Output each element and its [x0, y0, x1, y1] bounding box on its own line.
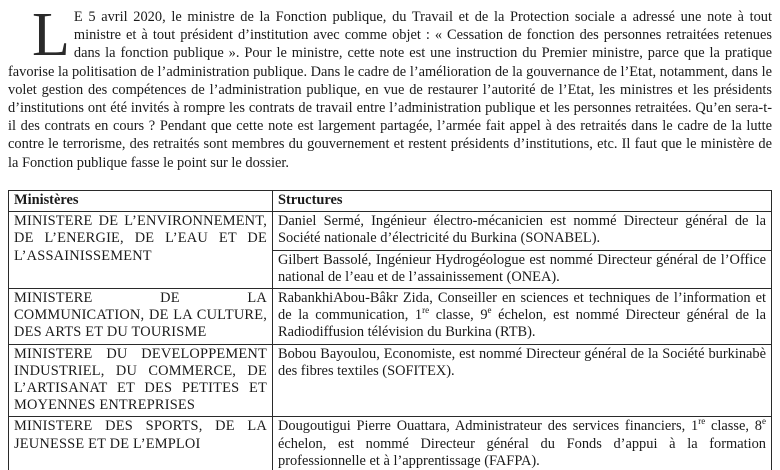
appointments-table	[8, 190, 772, 470]
structure-text: RabankhiAbou-Bâkr Zida, Conseiller en sciences et techniques de l’information et de la communication, 1	[278, 290, 766, 324]
structure-cell: Gilbert Bassolé, Ingénieur Hydrogéologue est nommé Directeur général de l’Office national de l’eau et de l’assainissement (ONEA).	[273, 250, 772, 288]
structure-cell	[273, 417, 772, 470]
structure-cell: Bobou Bayoulou, Economiste, est nommé Directeur général de la Société burkinabè des fibres textiles (SOFITEX).	[273, 344, 772, 417]
ordinal-suffix: re	[422, 305, 430, 316]
table-row	[9, 417, 772, 470]
structure-text: échelon, est nommé Directeur général de la Radiodiffusion télévision du Burkina (RTB).	[278, 307, 766, 341]
drop-cap: L	[32, 1, 70, 69]
table-row	[9, 289, 772, 345]
ministry-cell: MINISTERE DE L’ENVIRONNEMENT, DE L’ENERGIE, DE L’EAU ET DE L’ASSAINISSEMENT	[9, 212, 273, 289]
structure-text: classe, 8	[705, 418, 762, 435]
table-row	[9, 344, 772, 417]
structure-cell: Daniel Sermé, Ingénieur électro-mécanicien est nommé Directeur général de la Société nationale d’électricité du Burkina (SONABEL).	[273, 212, 772, 250]
table-row	[9, 212, 772, 250]
structure-cell	[273, 289, 772, 345]
ordinal-suffix: e	[762, 416, 766, 427]
table-header-row	[9, 191, 772, 212]
article-intro	[8, 1, 772, 172]
header-structures: Structures	[273, 191, 772, 212]
ministry-cell: MINISTERE DES SPORTS, DE LA JEUNESSE ET DE L’EMPLOI	[9, 417, 273, 470]
ministry-cell: MINISTERE DU DEVELOPPEMENT INDUSTRIEL, DU COMMERCE, DE L’ARTISANAT ET DES PETITES ET MOYENNES ENTREPRISES	[9, 344, 273, 417]
ministry-cell: MINISTERE DE LA COMMUNICATION, DE LA CULTURE, DES ARTS ET DU TOURISME	[9, 289, 273, 345]
intro-text: E 5 avril 2020, le ministre de la Fonction publique, du Travail et de la Protection sociale a adressé une note à tout ministre et à tout président d’institution avec comme objet : « Cessation de fonction des personnes retraitées retenues dans la fonction publique ». Pour le ministre, cette note est une instruction du Premier ministre, parce que la pratique favorise la politisation de l’administration publique. Dans le cadre de l’amélioration de la gouvernance de l’Etat, notamment, dans le volet gestion des compétences de l’administration publique, en vue de restaurer l’autorité de l’Etat, les ministres et les présidents d’institutions ont été invités à rompre les contrats de travail entre l’administration publique et les personnes retraitées. Qu’en sera-t-il des contrats en cours ? Pendant que cette note est largement partagée, l’armée fait appel à des retraités dans le cadre de la lutte contre le terrorisme, des retraités sont membres du gouvernement et restent présidents d’institutions, etc. Il faut que le ministère de la Fonction publique fasse le point sur le dossier.	[8, 9, 772, 171]
ordinal-suffix: re	[698, 416, 706, 427]
header-ministries: Ministères	[9, 191, 273, 212]
ordinal-suffix: e	[487, 305, 492, 316]
structure-text: échelon, est nommé Directeur général du Fonds d’appui à la formation professionnelle et à l’apprentissage (FAFPA).	[278, 435, 766, 469]
structure-text: classe, 9	[429, 307, 488, 324]
structure-text: Dougoutigui Pierre Ouattara, Administrateur des services financiers, 1	[278, 418, 699, 435]
